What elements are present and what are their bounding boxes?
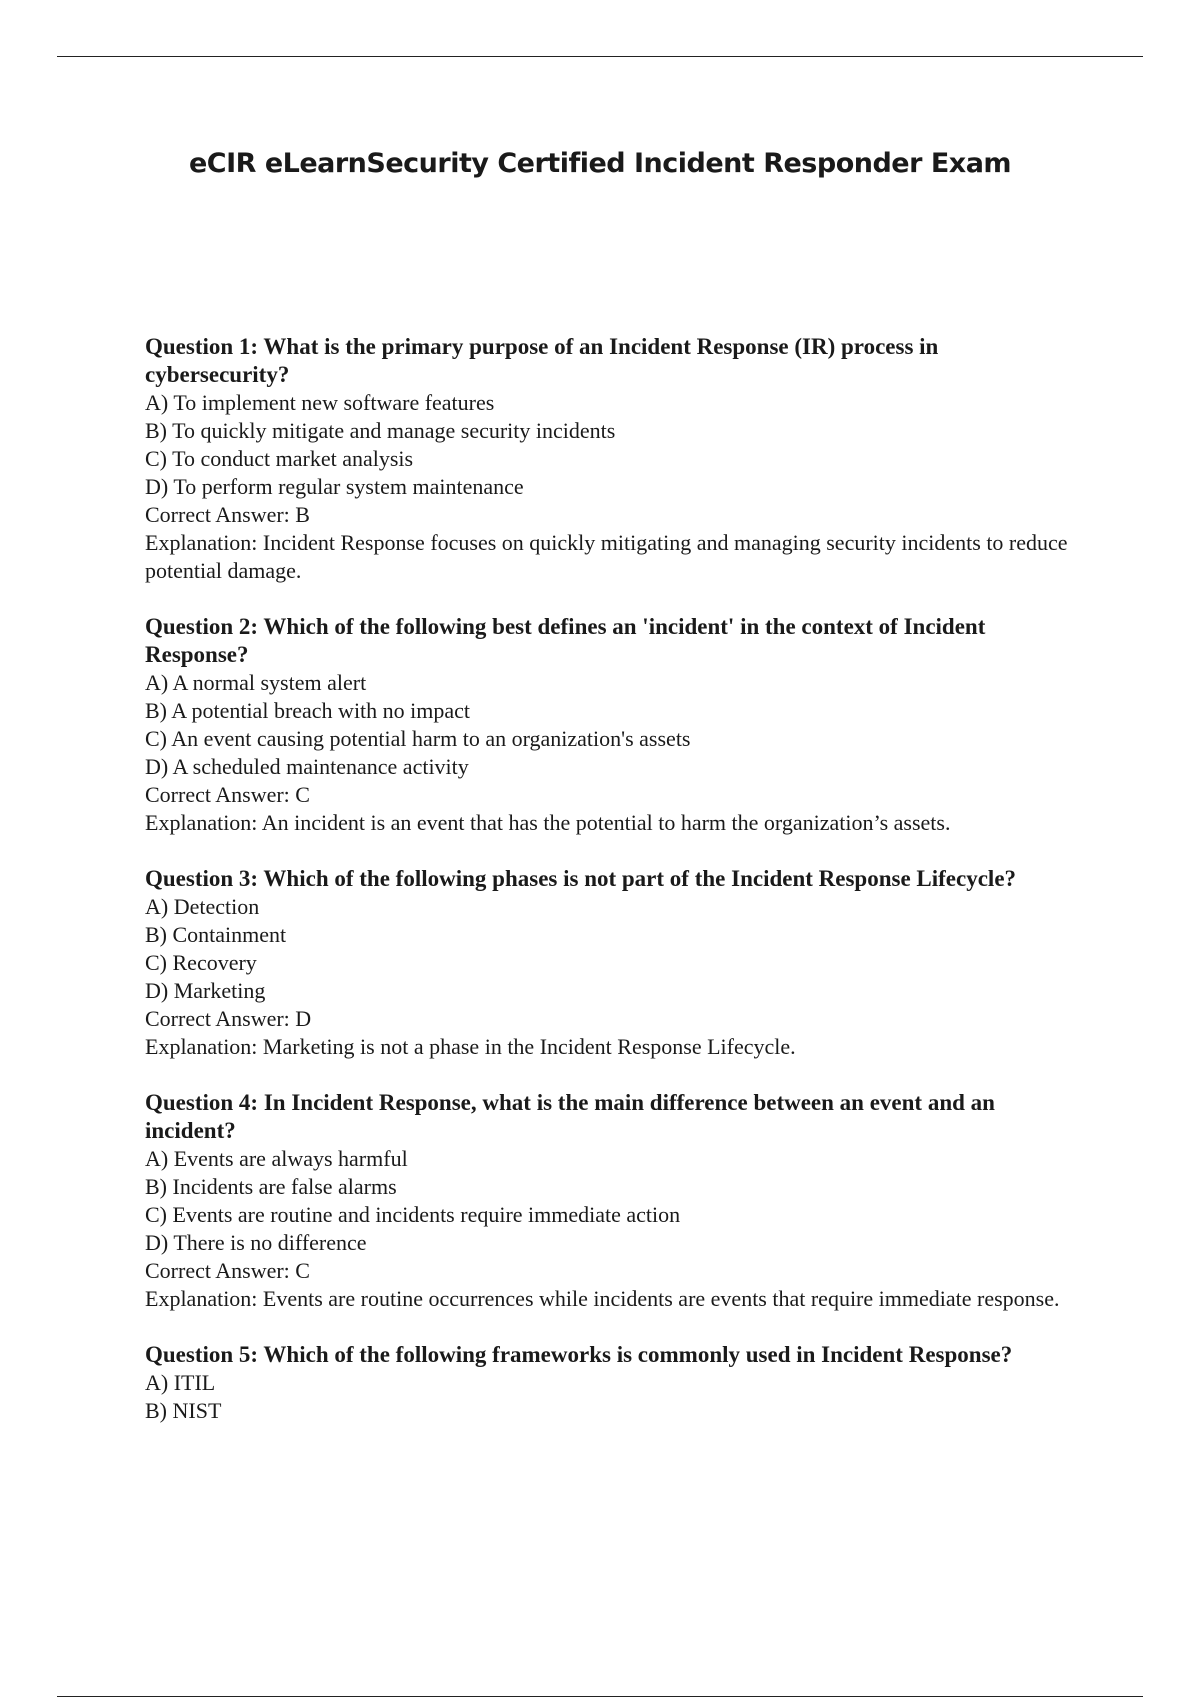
explanation: Explanation: An incident is an event that has the potential to harm the organization’s assets. [145, 810, 951, 835]
question-list [145, 333, 1070, 1453]
option-a: A) Detection [145, 894, 260, 919]
option-list [145, 669, 1070, 781]
option-c: C) Events are routine and incidents require immediate action [145, 1202, 681, 1227]
question-1 [145, 333, 1070, 585]
option-a: A) To implement new software features [145, 390, 495, 415]
question-heading: Question 2: Which of the following best defines an 'incident' in the context of Incident Response? [145, 614, 986, 667]
correct-answer: Correct Answer: C [145, 1258, 310, 1283]
question-heading: Question 5: Which of the following frameworks is commonly used in Incident Response? [145, 1342, 1013, 1367]
option-a: A) Events are always harmful [145, 1146, 408, 1171]
explanation: Explanation: Marketing is not a phase in the Incident Response Lifecycle. [145, 1034, 796, 1059]
question-2 [145, 613, 1070, 837]
option-b: B) To quickly mitigate and manage security incidents [145, 418, 616, 443]
explanation: Explanation: Incident Response focuses on quickly mitigating and managing security incidents to reduce potential damage. [145, 530, 1068, 583]
question-4 [145, 1089, 1070, 1313]
question-heading: Question 4: In Incident Response, what is the main difference between an event and an incident? [145, 1090, 995, 1143]
option-d: D) To perform regular system maintenance [145, 474, 524, 499]
correct-answer: Correct Answer: B [145, 502, 310, 527]
option-c: C) An event causing potential harm to an organization's assets [145, 726, 691, 751]
question-heading: Question 1: What is the primary purpose of an Incident Response (IR) process in cybersecurity? [145, 334, 939, 387]
option-b: B) NIST [145, 1398, 222, 1423]
question-5 [145, 1341, 1070, 1425]
option-c: C) Recovery [145, 950, 257, 975]
option-a: A) ITIL [145, 1370, 216, 1395]
explanation: Explanation: Events are routine occurrences while incidents are events that require immediate response. [145, 1286, 1060, 1311]
option-b: B) Containment [145, 922, 287, 947]
option-list [145, 389, 1070, 501]
option-c: C) To conduct market analysis [145, 446, 414, 471]
question-heading: Question 3: Which of the following phases is not part of the Incident Response Lifecycle? [145, 866, 1017, 891]
option-list [145, 1145, 1070, 1257]
option-a: A) A normal system alert [145, 670, 367, 695]
option-b: B) Incidents are false alarms [145, 1174, 397, 1199]
option-b: B) A potential breach with no impact [145, 698, 471, 723]
option-list [145, 893, 1070, 1005]
document-title: eCIR eLearnSecurity Certified Incident Responder Exam [188, 148, 1012, 179]
option-d: D) Marketing [145, 978, 266, 1003]
correct-answer: Correct Answer: C [145, 782, 310, 807]
option-d: D) There is no difference [145, 1230, 367, 1255]
option-list [145, 1369, 1070, 1425]
correct-answer: Correct Answer: D [145, 1006, 312, 1031]
bottom-rule [57, 1696, 1143, 1697]
top-rule [57, 56, 1143, 57]
question-3 [145, 865, 1070, 1061]
option-d: D) A scheduled maintenance activity [145, 754, 469, 779]
